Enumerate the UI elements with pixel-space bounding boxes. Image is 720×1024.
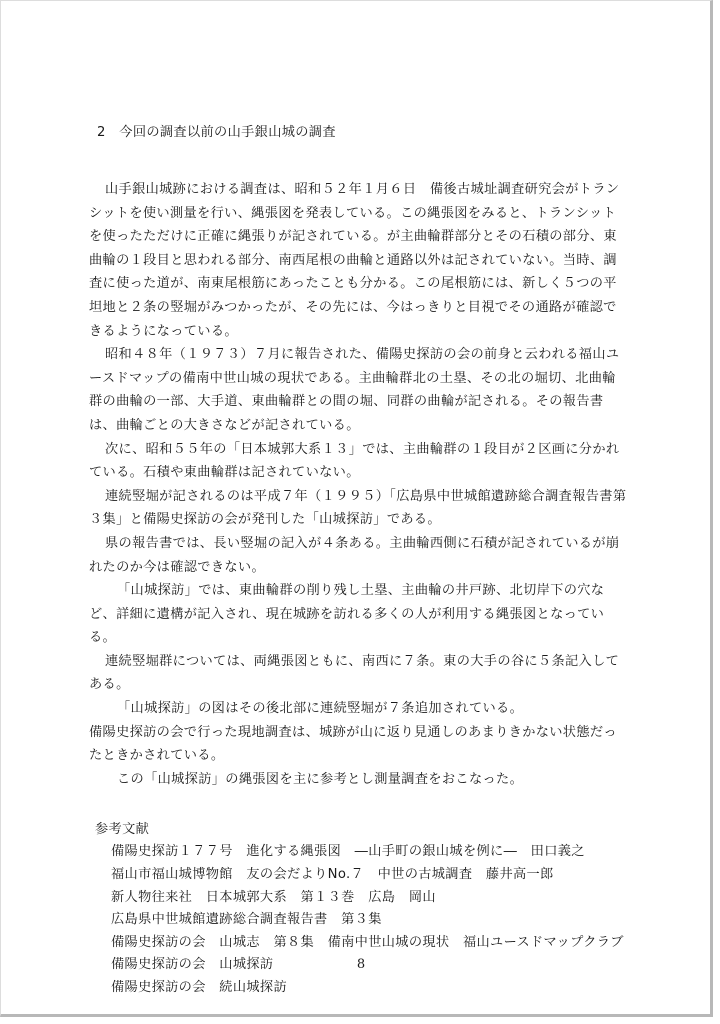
section-title: 2 今回の調査以前の山手銀山城の調査 [97,125,336,140]
reference-item: 備陽史探訪の会 続山城探訪 [111,980,287,995]
paragraph-field-survey: 備陽史探訪の会で行った現地調査は、城跡が山に返り見通しのあまりきかない状態だったときかされている。 [89,724,617,764]
reference-item: 備陽史探訪の会 山城探訪 [111,957,274,973]
paragraph-japan-castle-series: 次に、昭和５５年の「日本城郭大系１３」では、主曲輪群の１段目が２区画に分かれている。石積や東曲輪群は記されていない。 [89,441,620,481]
paragraph-moat-groups: 連続竪堀群については、両縄張図ともに、南西に７条。東の大手の谷に５条記入してある。 [89,653,620,693]
paragraph-prefecture-report: 県の報告書では、長い竪堀の記入が４条ある。主曲輪西側に石積が記されているが崩れたのか今は確認できない。 [89,535,620,575]
reference-item: 福山市福山城博物館 友の会だよりNo.７ 中世の古城調査 藤井高一郎 [111,867,554,883]
paragraph-conclusion: この「山城探訪」の縄張図を主に参考とし測量調査をおこなった。 [117,771,524,787]
paragraph-survey-1977: 山手銀山城跡における調査は、昭和５２年１月６日 備後古城址調査研究会がトランシットを使い測量を行い、縄張図を発表している。この縄張図をみると、トランシットを使ったただけに正確に縄張りが記されている。が主曲輪群部分とその石積の部分、東曲輪の１段目と思われる部分、南西尾根の曲輪と通路以外は記されていない。当時、調査に使った道が、南東尾根筋にあったことも分かる。この尾根筋には、新しく５つの平坦地と２条の竪堀がみつかったが、その先には、今はっきりと目視でその通路が確認できるようになっている。 [89,182,620,339]
references-list [89,841,629,999]
paragraph-report-1973: 昭和４８年（１９７３）７月に報告された、備陽史探訪の会の前身と云われる福山ユースドマップの備南中世山城の現状である。主曲輪群北の土塁、その北の堀切、北曲輪群の曲輪の一部、大手道、東曲輪群との間の堀、同群の曲輪が記される。その報告書は、曲輪ごとの大きさなどが記されている。 [89,347,620,433]
reference-item: 新人物往来社 日本城郭大系 第１３巻 広島 岡山 [111,889,436,905]
page-content [89,122,629,1000]
reference-item: 備陽史探訪１７７号 進化する縄張図 ―山手町の銀山城を例に― 田口義之 [111,844,585,860]
references-title: 参考文献 [95,822,150,838]
paragraph-additional-moats: 「山城探訪」の図はその後北部に連続竪堀が７条追加されている。 [117,701,524,717]
reference-item: 備陽史探訪の会 山城志 第８集 備南中世山城の現状 福山ユースドマップクラブ [111,934,624,950]
reference-item: 広島県中世城館遺跡総合調査報告書 第３集 [111,912,382,928]
paragraph-continuous-moats: 連続竪堀が記されるのは平成７年（１９９５）「広島県中世城館遺跡総合調査報告書第３集」と備陽史探訪の会が発刊した「山城探訪」である。 [89,488,627,528]
paragraph-yamajiro-tanbou: 「山城探訪」では、東曲輪群の削り残し土塁、主曲輪の井戸跡、北切岸下の穴など、詳細に遺構が記入され、現在城跡を訪れる多くの人が利用する縄張図となっている。 [89,583,605,646]
page-number: 8 [356,957,366,972]
